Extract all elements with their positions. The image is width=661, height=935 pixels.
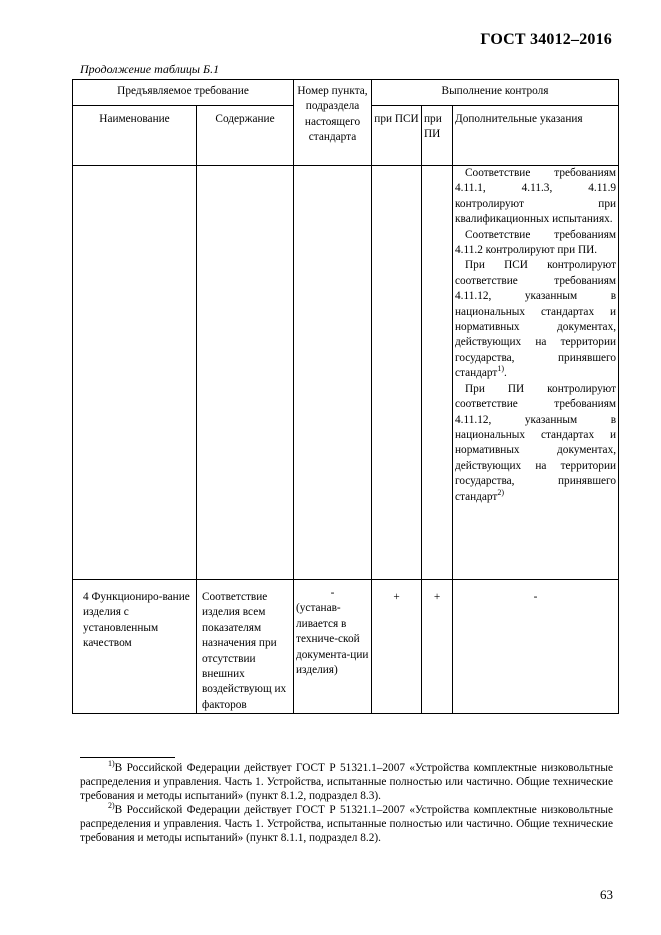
clause-note: (устанав-ливается в техниче-ской документа-ции изделия) (296, 602, 369, 677)
cell-empty (372, 166, 422, 580)
note-paragraph: Соответствие требованиям 4.11.1, 4.11.3, 4.11.9 контролируют при квалификационных испытаниях. (455, 167, 617, 226)
footnote (80, 803, 613, 846)
cell-name: 4 Функциониро-вание изделия с установленным качеством (73, 580, 197, 714)
note-paragraph (455, 382, 616, 505)
cell-content: Соответствие изделия всем показателям назначения при отсутствии внешних воздействующ их факторов (197, 580, 294, 714)
header-control: Выполнение контроля (372, 80, 619, 106)
table-caption: Продолжение таблицы Б.1 (80, 62, 220, 76)
note-text: При ПСИ контролируют соответствие требованиям 4.11.12, указанным в национальных стандартах и нормативных документах, действующих на территории государства, принявшего стандарт (455, 259, 617, 380)
header-requirement: Предъявляемое требование (73, 80, 294, 106)
cell-empty (73, 166, 197, 580)
cell-empty (294, 166, 372, 580)
page-number: 63 (600, 887, 613, 902)
table-row (73, 166, 619, 580)
footnote-text: В Российской Федерации действует ГОСТ Р 51321.1–2007 «Устройства комплектные низковольтные распределения и управления. Часть 1. Устройства, испытанные полностью или частично. Общие технические требования и методы испытаний» (пункт 8.1.1, подраздел 8.2). (80, 804, 613, 845)
header-pi: при ПИ (422, 106, 453, 166)
header-additional: Дополнительные указания (453, 106, 619, 166)
header-content: Содержание (197, 106, 294, 166)
footnote-ref: 1) (497, 364, 505, 374)
footnote-mark: 1) (108, 759, 115, 769)
footnote-text: В Российской Федерации действует ГОСТ Р 51321.1–2007 «Устройства комплектные низковольтные распределения и управления. Часть 1. Устройства, испытанные полностью или частично. Общие технические требования и методы испытаний» (пункт 8.1.2, подраздел 8.3). (80, 762, 613, 803)
header-clause-number: Номер пункта, подраздела настоящего стандарта (294, 80, 372, 166)
note-text: При ПИ контролируют соответствие требованиям 4.11.12, указанным в национальных стандартах и нормативных документах, действующих на территории государства, принявшего стандарт (455, 382, 617, 503)
footnote-ref: 2) (497, 487, 505, 497)
table-row (73, 580, 619, 714)
cell-psi: + (372, 580, 422, 714)
footnote-mark: 2) (108, 801, 115, 811)
requirements-table (72, 79, 619, 714)
cell-empty (197, 166, 294, 580)
additional-notes-cell (453, 166, 619, 580)
document-code: ГОСТ 34012–2016 (480, 31, 612, 48)
note-paragraph: Соответствие требованиям 4.11.2 контролируют при ПИ. (455, 228, 617, 257)
cell-empty (422, 166, 453, 580)
header-psi: при ПСИ (372, 106, 422, 166)
dash: - (330, 587, 335, 599)
cell-clause-number (294, 580, 372, 714)
footnote (80, 761, 613, 804)
footnote-separator (80, 757, 175, 758)
cell-pi: + (422, 580, 453, 714)
cell-additional: - (453, 580, 619, 714)
header-name: Наименование (73, 106, 197, 166)
note-paragraph: При ПСИ контролируют соответствие требованиям 4.11.12, указанным в национальных стандартах и нормативных документах, действующих на территории государства, принявшего стандарт$^{1)}$. (455, 259, 617, 380)
